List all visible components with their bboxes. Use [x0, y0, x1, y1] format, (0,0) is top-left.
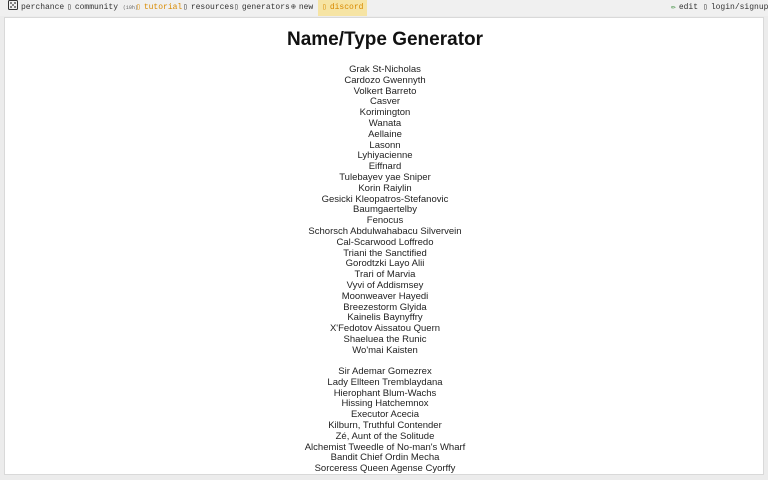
nav-resources[interactable]	[183, 0, 234, 16]
nav-community-label: community	[74, 3, 119, 12]
generators-icon: ▯	[234, 3, 239, 12]
names-list-1	[5, 65, 764, 357]
name-entry: Korin Raiylin	[358, 182, 412, 194]
nav-perchance[interactable]	[8, 0, 64, 16]
login-icon: ▯	[703, 3, 708, 12]
name-entry: Aellaine	[368, 128, 402, 140]
name-entry: Lady Ellteen Tremblaydana	[327, 376, 443, 388]
name-entry: Fenocus	[366, 215, 404, 227]
name-entry: Zé, Aunt of the Solitude	[335, 430, 435, 442]
nav-edit-label: edit	[678, 3, 699, 12]
name-entry: Schorsch Abdulwahabacu Silvervein	[308, 225, 462, 237]
tutorial-icon: ▯	[136, 3, 141, 12]
name-entry: Eiffnard	[368, 161, 402, 173]
name-entry: Korimington	[359, 107, 411, 119]
dice-icon	[8, 0, 18, 16]
name-entry: Cardozo Gwennyth	[344, 74, 426, 86]
name-entry: Shaeluea the Runic	[343, 333, 427, 345]
nav-discord-label: discord	[329, 3, 364, 12]
name-entry: Volkert Barreto	[353, 85, 417, 97]
name-entry: Lyhiyacienne	[357, 150, 413, 162]
name-entry: Triani the Sanctified	[343, 247, 427, 259]
name-entry: Wo'mai Kaisten	[352, 344, 418, 356]
name-entry: Cal-Scarwood Loffredo	[336, 236, 434, 248]
name-entry: Executor Acecia	[350, 409, 420, 421]
nav-perchance-label: perchance	[21, 3, 65, 12]
name-entry: X'Fedotov Aissatou Quern	[329, 323, 441, 335]
name-entry: Gorodtzki Layo Alii	[345, 258, 425, 270]
name-entry: Moonweaver Hayedi	[341, 290, 429, 302]
nav-new-label: new	[298, 3, 314, 12]
community-icon: ▯	[67, 3, 72, 12]
name-entry: Grak St-Nicholas	[349, 64, 421, 75]
name-entry: Gesicki Kleopatros-Stefanovic	[321, 193, 449, 205]
discord-icon: ▯	[322, 3, 327, 12]
nav-generators[interactable]	[234, 0, 290, 16]
nav-edit[interactable]	[671, 0, 698, 16]
community-activity-badge: (10h)	[122, 5, 138, 11]
nav-discord[interactable]	[318, 0, 367, 16]
name-entry: Hierophant Blum-Wachs	[333, 387, 437, 399]
nav-login[interactable]	[703, 0, 768, 16]
nav-tutorial-label: tutorial	[143, 3, 183, 12]
name-entry: Casver	[369, 96, 401, 108]
name-entry: Kainelis Baynyffry	[347, 312, 423, 324]
name-entry: Sir Ademar Gomezrex	[338, 366, 432, 377]
top-nav-bar	[0, 0, 768, 16]
page-title: Name/Type Generator	[286, 29, 484, 50]
name-entry: Vyvi of Addismsey	[346, 279, 424, 291]
name-entry: Sorceress Queen Agense Cyorffy	[314, 463, 456, 475]
nav-new[interactable]	[291, 0, 313, 16]
pencil-icon: ✏	[671, 3, 676, 12]
name-entry: Lasonn	[369, 139, 401, 151]
name-entry: Bandit Chief Ordin Mecha	[330, 452, 440, 464]
nav-resources-label: resources	[190, 3, 235, 12]
nav-tutorial[interactable]	[136, 0, 182, 16]
nav-generators-label: generators	[241, 3, 290, 12]
name-entry: Tulebayev yae Sniper	[339, 171, 431, 183]
name-entry: Kilburn, Truthful Contender	[328, 419, 442, 431]
name-entry: Breezestorm Glyida	[343, 301, 427, 313]
nav-login-label: login/signup	[710, 3, 768, 12]
nav-community[interactable]	[67, 0, 138, 16]
name-entry: Wanata	[368, 117, 402, 129]
name-entry: Baumgaertelby	[353, 204, 417, 216]
name-entry: Alchemist Tweedle of No-man's Wharf	[304, 441, 466, 453]
name-entry: Trari of Marvia	[354, 269, 416, 281]
name-entry: Hissing Hatchemnox	[341, 398, 429, 410]
resources-icon: ▯	[183, 3, 188, 12]
generator-panel	[4, 17, 764, 475]
plus-icon: ⊕	[291, 3, 296, 12]
names-list-2	[5, 367, 764, 475]
